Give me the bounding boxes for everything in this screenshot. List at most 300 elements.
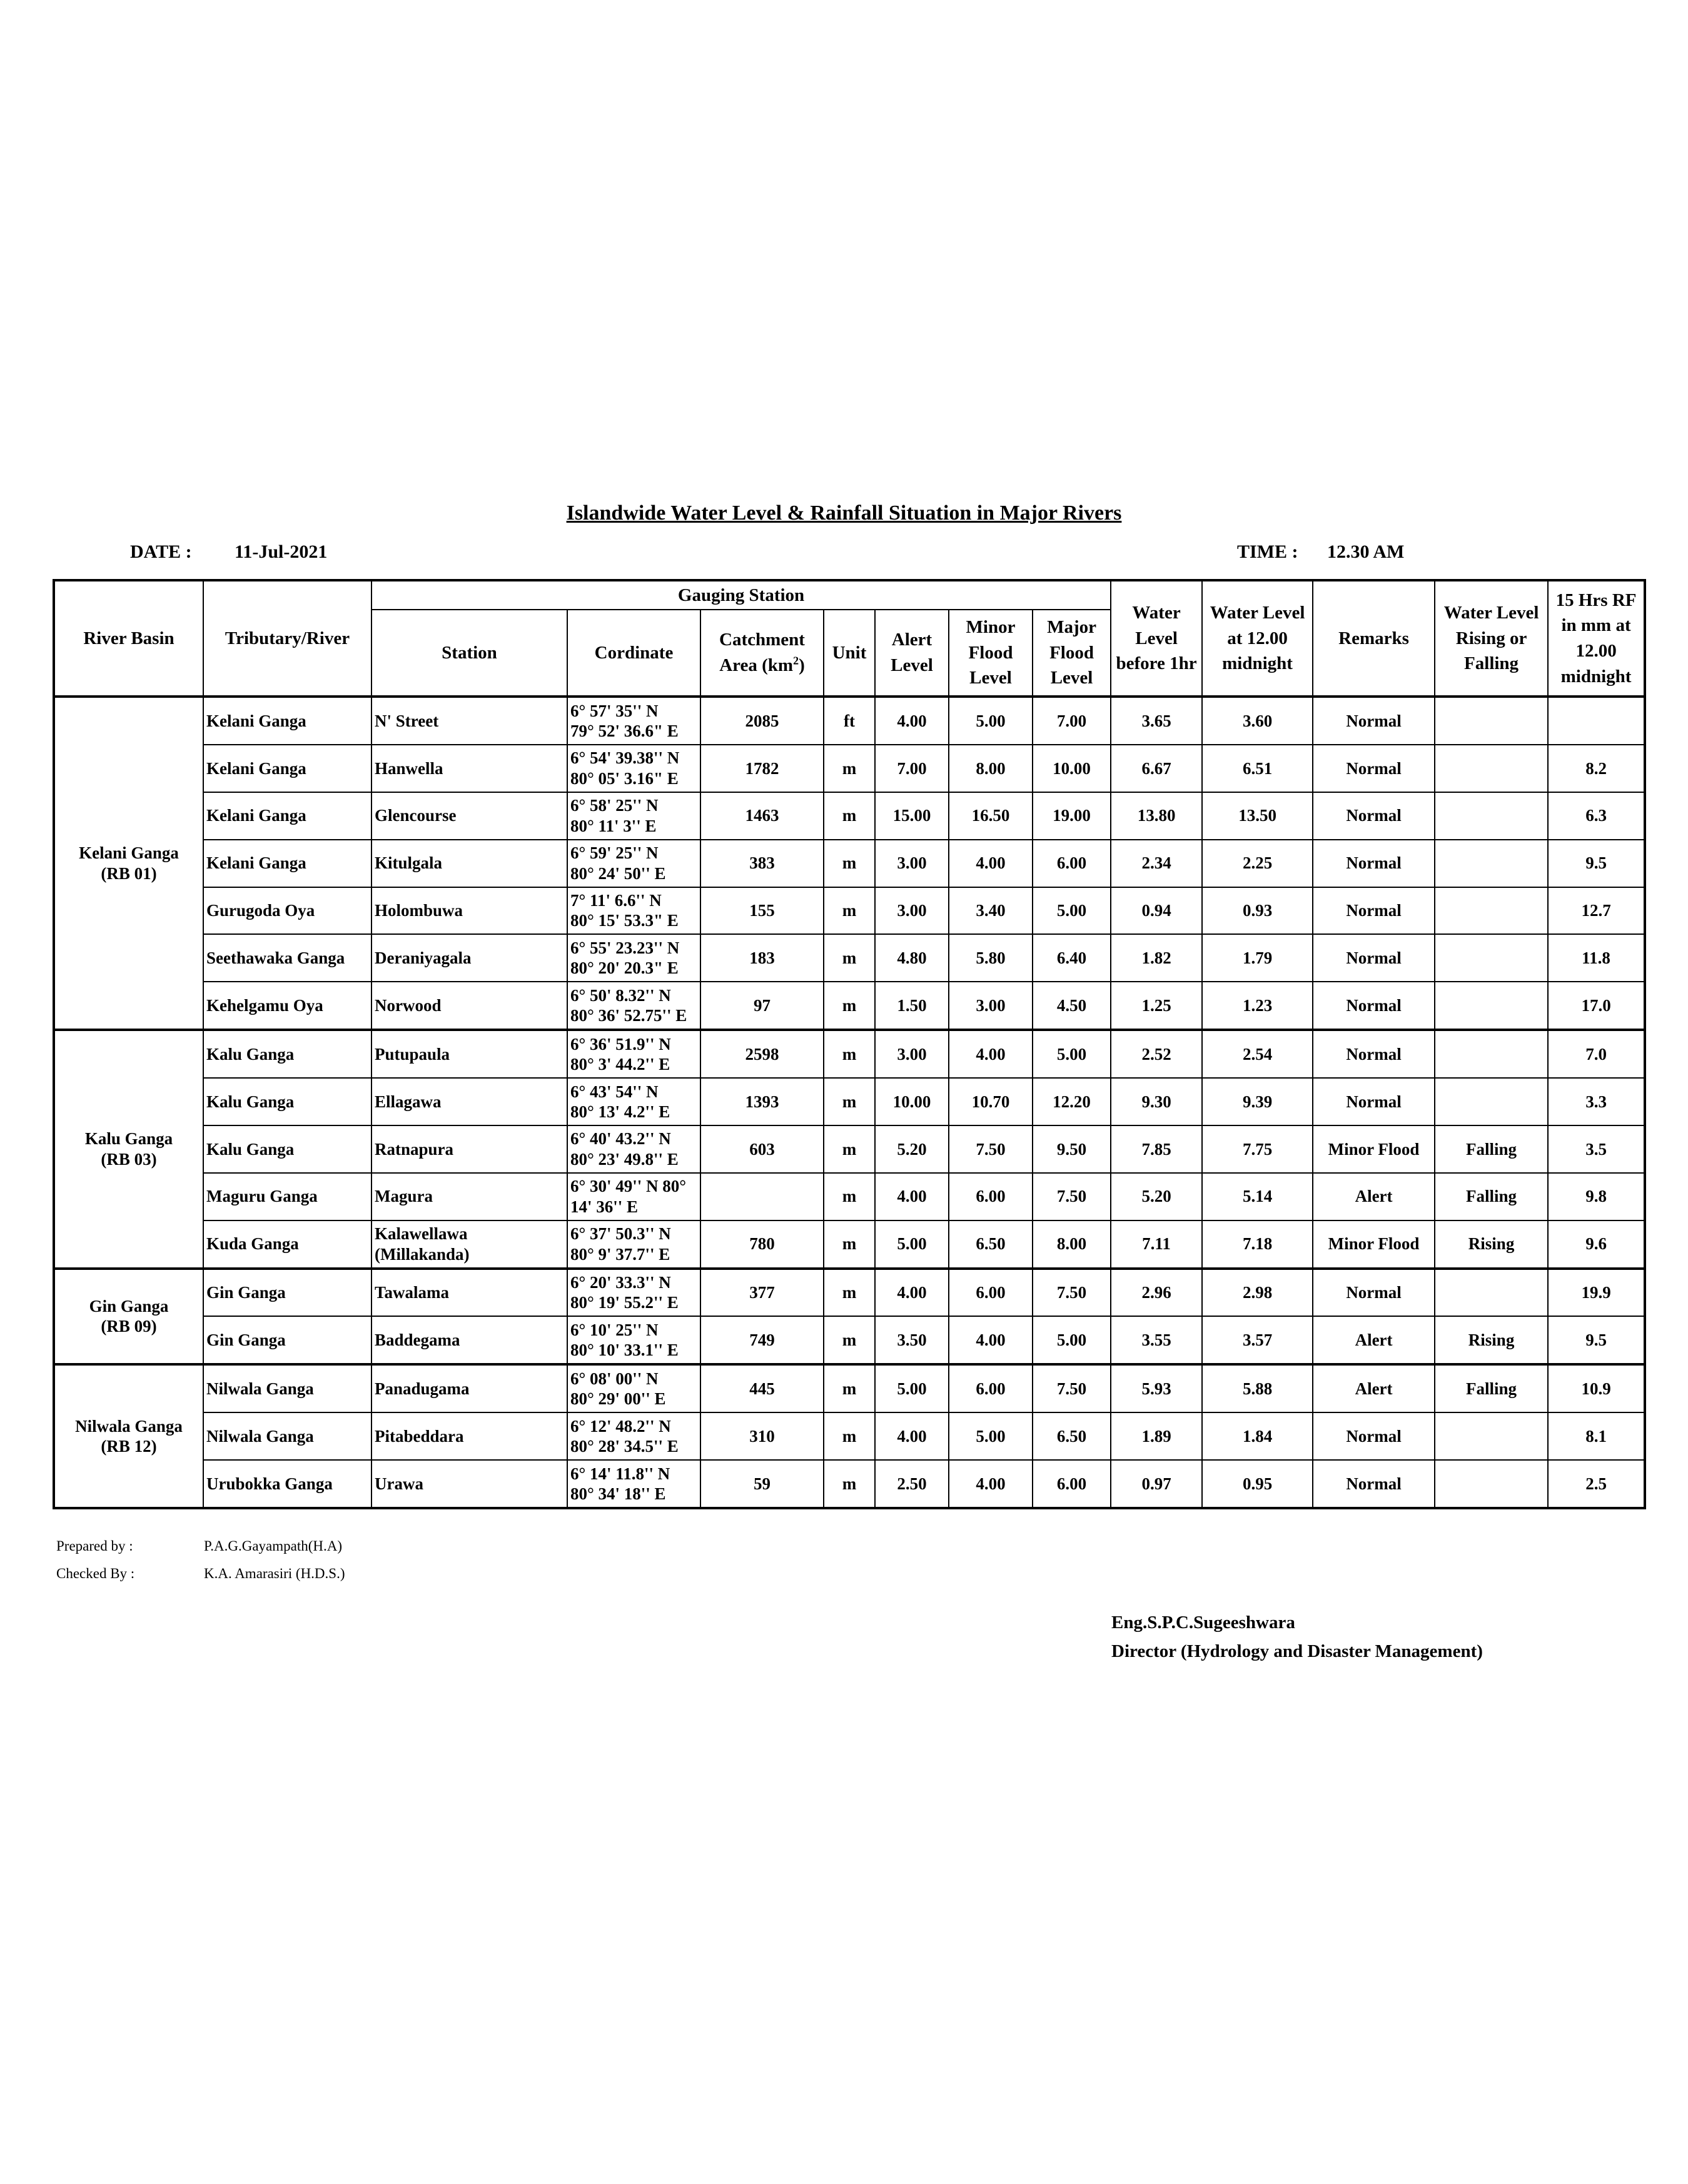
- coordinate-lat: 6° 50' 8.32'' N: [570, 985, 671, 1005]
- rising-falling-cell: [1435, 745, 1548, 792]
- time-label: TIME :: [1237, 541, 1298, 562]
- unit-cell: m: [824, 1364, 875, 1412]
- coordinate-lon: 80° 34' 18'' E: [570, 1484, 666, 1503]
- signoff: [56, 1538, 345, 1593]
- remarks-cell: Minor Flood: [1313, 1125, 1435, 1173]
- coordinate-lat: 6° 08' 00'' N: [570, 1369, 659, 1388]
- river-basin-cell: [54, 697, 203, 1030]
- minor-flood-cell: 4.00: [949, 840, 1033, 887]
- table-row: [54, 1316, 1645, 1364]
- table-row: [54, 1125, 1645, 1173]
- before-1hr-cell: 1.89: [1111, 1412, 1202, 1460]
- coordinate-lat: 6° 20' 33.3'' N: [570, 1273, 671, 1292]
- unit-cell: m: [824, 1078, 875, 1125]
- coordinate-cell: [567, 887, 700, 935]
- coordinate-lat: 6° 55' 23.23'' N: [570, 938, 680, 957]
- coordinate-cell: [567, 1030, 700, 1078]
- coordinate-lat: 6° 58' 25'' N: [570, 796, 659, 815]
- unit-cell: m: [824, 1030, 875, 1078]
- midnight-level-cell: 3.60: [1202, 697, 1313, 745]
- coordinate-cell: [567, 792, 700, 840]
- midnight-level-cell: 13.50: [1202, 792, 1313, 840]
- before-1hr-cell: 1.82: [1111, 934, 1202, 982]
- minor-flood-cell: 6.00: [949, 1269, 1033, 1317]
- unit-cell: m: [824, 1316, 875, 1364]
- minor-flood-cell: 5.00: [949, 697, 1033, 745]
- major-flood-cell: 6.40: [1033, 934, 1111, 982]
- alert-level-cell: 3.00: [875, 1030, 949, 1078]
- coordinate-lon: 80° 36' 52.75'' E: [570, 1006, 687, 1025]
- before-1hr-cell: 5.20: [1111, 1173, 1202, 1220]
- station-cell: Pitabeddara: [371, 1412, 567, 1460]
- time-value: 12.30 AM: [1327, 541, 1405, 562]
- tributary-cell: Urubokka Ganga: [203, 1460, 371, 1508]
- director-name: Eng.S.P.C.Sugeeshwara: [1111, 1613, 1295, 1633]
- tributary-cell: Maguru Ganga: [203, 1173, 371, 1220]
- water-level-table: [53, 579, 1646, 1509]
- rainfall-cell: 9.6: [1548, 1220, 1645, 1269]
- alert-level-cell: 10.00: [875, 1078, 949, 1125]
- station-cell: Tawalama: [371, 1269, 567, 1317]
- rising-falling-cell: [1435, 1460, 1548, 1508]
- rainfall-cell: 10.9: [1548, 1364, 1645, 1412]
- station-cell: Magura: [371, 1173, 567, 1220]
- rainfall-cell: 6.3: [1548, 792, 1645, 840]
- unit-cell: m: [824, 1173, 875, 1220]
- river-basin-cell: [54, 1030, 203, 1268]
- catchment-cell: 603: [700, 1125, 824, 1173]
- station-cell: Deraniyagala: [371, 934, 567, 982]
- catchment-cell: 155: [700, 887, 824, 935]
- catchment-cell: 749: [700, 1316, 824, 1364]
- unit-cell: m: [824, 1412, 875, 1460]
- header-catchment: [700, 610, 824, 697]
- rising-falling-cell: Rising: [1435, 1220, 1548, 1269]
- tributary-cell: Kalu Ganga: [203, 1030, 371, 1078]
- coordinate-cell: [567, 1316, 700, 1364]
- checked-value: K.A. Amarasiri (H.D.S.): [204, 1566, 345, 1581]
- tributary-cell: Kehelgamu Oya: [203, 982, 371, 1030]
- rising-falling-cell: Falling: [1435, 1364, 1548, 1412]
- coordinate-lat: 6° 54' 39.38'' N: [570, 748, 680, 768]
- header-alert: Alert Level: [875, 610, 949, 697]
- midnight-level-cell: 2.98: [1202, 1269, 1313, 1317]
- station-cell: Glencourse: [371, 792, 567, 840]
- table-row: [54, 745, 1645, 792]
- alert-level-cell: 3.50: [875, 1316, 949, 1364]
- rainfall-cell: 8.1: [1548, 1412, 1645, 1460]
- midnight-level-cell: 0.93: [1202, 887, 1313, 935]
- alert-level-cell: 5.00: [875, 1220, 949, 1269]
- catchment-cell: [700, 1173, 824, 1220]
- basin-name: Gin Ganga: [89, 1296, 169, 1316]
- before-1hr-cell: 7.11: [1111, 1220, 1202, 1269]
- station-cell: Norwood: [371, 982, 567, 1030]
- rainfall-cell: 3.5: [1548, 1125, 1645, 1173]
- tributary-cell: Gurugoda Oya: [203, 887, 371, 935]
- major-flood-cell: 7.50: [1033, 1173, 1111, 1220]
- table-row: [54, 840, 1645, 887]
- unit-cell: m: [824, 745, 875, 792]
- minor-flood-cell: 6.00: [949, 1173, 1033, 1220]
- coordinate-cell: [567, 1173, 700, 1220]
- table-row: [54, 1364, 1645, 1412]
- midnight-level-cell: 3.57: [1202, 1316, 1313, 1364]
- date-label: DATE :: [130, 541, 192, 562]
- alert-level-cell: 4.00: [875, 1269, 949, 1317]
- midnight-level-cell: 2.54: [1202, 1030, 1313, 1078]
- catchment-cell: 377: [700, 1269, 824, 1317]
- before-1hr-cell: 7.85: [1111, 1125, 1202, 1173]
- before-1hr-cell: 3.55: [1111, 1316, 1202, 1364]
- header-catchment-close: ): [799, 655, 805, 675]
- rainfall-cell: 9.5: [1548, 840, 1645, 887]
- header-cordinate: Cordinate: [567, 610, 700, 697]
- remarks-cell: Normal: [1313, 745, 1435, 792]
- rainfall-cell: 19.9: [1548, 1269, 1645, 1317]
- remarks-cell: Normal: [1313, 697, 1435, 745]
- basin-name: Nilwala Ganga: [75, 1416, 183, 1436]
- table-row: [54, 887, 1645, 935]
- tributary-cell: Kelani Ganga: [203, 745, 371, 792]
- rising-falling-cell: [1435, 840, 1548, 887]
- remarks-cell: Alert: [1313, 1316, 1435, 1364]
- remarks-cell: Normal: [1313, 840, 1435, 887]
- basin-code: (RB 09): [101, 1317, 157, 1336]
- rising-falling-cell: Rising: [1435, 1316, 1548, 1364]
- minor-flood-cell: 3.00: [949, 982, 1033, 1030]
- major-flood-cell: 8.00: [1033, 1220, 1111, 1269]
- alert-level-cell: 3.00: [875, 840, 949, 887]
- catchment-cell: 1782: [700, 745, 824, 792]
- coordinate-cell: [567, 697, 700, 745]
- rainfall-cell: 9.5: [1548, 1316, 1645, 1364]
- header-before-1hr: Water Level before 1hr: [1111, 580, 1202, 697]
- prepared-value: P.A.G.Gayampath(H.A): [204, 1538, 343, 1554]
- catchment-cell: 310: [700, 1412, 824, 1460]
- catchment-cell: 445: [700, 1364, 824, 1412]
- rising-falling-cell: Falling: [1435, 1125, 1548, 1173]
- minor-flood-cell: 16.50: [949, 792, 1033, 840]
- rainfall-cell: 2.5: [1548, 1460, 1645, 1508]
- table-row: [54, 934, 1645, 982]
- major-flood-cell: 5.00: [1033, 1316, 1111, 1364]
- coordinate-lon: 80° 23' 49.8'' E: [570, 1149, 679, 1169]
- rainfall-cell: 9.8: [1548, 1173, 1645, 1220]
- alert-level-cell: 15.00: [875, 792, 949, 840]
- prepared-label: Prepared by :: [56, 1538, 133, 1554]
- header-remarks: Remarks: [1313, 580, 1435, 697]
- midnight-level-cell: 2.25: [1202, 840, 1313, 887]
- coordinate-lon: 80° 11' 3'' E: [570, 816, 657, 835]
- coordinate-lat: 6° 59' 25'' N: [570, 843, 659, 863]
- coordinate-lat: 6° 36' 51.9'' N: [570, 1034, 671, 1054]
- station-cell: Hanwella: [371, 745, 567, 792]
- minor-flood-cell: 7.50: [949, 1125, 1033, 1173]
- before-1hr-cell: 2.52: [1111, 1030, 1202, 1078]
- header-unit: Unit: [824, 610, 875, 697]
- major-flood-cell: 6.00: [1033, 840, 1111, 887]
- minor-flood-cell: 8.00: [949, 745, 1033, 792]
- station-cell: N' Street: [371, 697, 567, 745]
- rainfall-cell: 17.0: [1548, 982, 1645, 1030]
- remarks-cell: Normal: [1313, 1269, 1435, 1317]
- coordinate-lon: 14' 36'' E: [570, 1197, 639, 1216]
- before-1hr-cell: 3.65: [1111, 697, 1202, 745]
- rising-falling-cell: Falling: [1435, 1173, 1548, 1220]
- unit-cell: ft: [824, 697, 875, 745]
- remarks-cell: Alert: [1313, 1364, 1435, 1412]
- major-flood-cell: 12.20: [1033, 1078, 1111, 1125]
- remarks-cell: Normal: [1313, 1460, 1435, 1508]
- catchment-cell: 2598: [700, 1030, 824, 1078]
- checked-label: Checked By :: [56, 1566, 135, 1581]
- director-block: [1111, 1608, 1483, 1666]
- coordinate-lon: 80° 20' 20.3" E: [570, 959, 679, 978]
- before-1hr-cell: 9.30: [1111, 1078, 1202, 1125]
- major-flood-cell: 9.50: [1033, 1125, 1111, 1173]
- before-1hr-cell: 0.94: [1111, 887, 1202, 935]
- header-rising-falling: Water Level Rising or Falling: [1435, 580, 1548, 697]
- before-1hr-cell: 0.97: [1111, 1460, 1202, 1508]
- before-1hr-cell: 5.93: [1111, 1364, 1202, 1412]
- coordinate-lat: 6° 57' 35'' N: [570, 701, 659, 720]
- coordinate-lat: 6° 30' 49'' N 80°: [570, 1177, 687, 1196]
- table-row: [54, 982, 1645, 1030]
- alert-level-cell: 3.00: [875, 887, 949, 935]
- table-body: [54, 697, 1645, 1508]
- midnight-level-cell: 5.14: [1202, 1173, 1313, 1220]
- rainfall-cell: 3.3: [1548, 1078, 1645, 1125]
- midnight-level-cell: 1.79: [1202, 934, 1313, 982]
- major-flood-cell: 5.00: [1033, 887, 1111, 935]
- table-row: [54, 1412, 1645, 1460]
- midnight-level-cell: 6.51: [1202, 745, 1313, 792]
- coordinate-lon: 80° 24' 50'' E: [570, 863, 666, 883]
- major-flood-cell: 19.00: [1033, 792, 1111, 840]
- minor-flood-cell: 4.00: [949, 1460, 1033, 1508]
- table-row: [54, 1173, 1645, 1220]
- catchment-cell: 59: [700, 1460, 824, 1508]
- before-1hr-cell: 1.25: [1111, 982, 1202, 1030]
- alert-level-cell: 5.20: [875, 1125, 949, 1173]
- coordinate-cell: [567, 934, 700, 982]
- rainfall-cell: 7.0: [1548, 1030, 1645, 1078]
- midnight-level-cell: 9.39: [1202, 1078, 1313, 1125]
- time-row: [1237, 541, 1404, 563]
- prepared-row: [56, 1538, 345, 1566]
- major-flood-cell: 10.00: [1033, 745, 1111, 792]
- catchment-cell: 183: [700, 934, 824, 982]
- director-title: Director (Hydrology and Disaster Management): [1111, 1641, 1483, 1661]
- major-flood-cell: 4.50: [1033, 982, 1111, 1030]
- coordinate-lat: 6° 40' 43.2'' N: [570, 1129, 671, 1149]
- coordinate-lon: 79° 52' 36.6" E: [570, 721, 679, 740]
- before-1hr-cell: 6.67: [1111, 745, 1202, 792]
- alert-level-cell: 4.00: [875, 697, 949, 745]
- coordinate-cell: [567, 745, 700, 792]
- basin-code: (RB 12): [101, 1437, 157, 1456]
- remarks-cell: Normal: [1313, 1030, 1435, 1078]
- minor-flood-cell: 5.00: [949, 1412, 1033, 1460]
- rainfall-cell: 11.8: [1548, 934, 1645, 982]
- coordinate-lon: 80° 9' 37.7'' E: [570, 1244, 670, 1264]
- header-tributary: Tributary/River: [203, 580, 371, 697]
- midnight-level-cell: 0.95: [1202, 1460, 1313, 1508]
- catchment-cell: 1393: [700, 1078, 824, 1125]
- basin-name: Kelani Ganga: [79, 843, 179, 863]
- table-row: [54, 1030, 1645, 1078]
- checked-row: [56, 1566, 345, 1593]
- tributary-cell: Gin Ganga: [203, 1269, 371, 1317]
- minor-flood-cell: 5.80: [949, 934, 1033, 982]
- tributary-cell: Gin Ganga: [203, 1316, 371, 1364]
- minor-flood-cell: 10.70: [949, 1078, 1033, 1125]
- station-cell: Kitulgala: [371, 840, 567, 887]
- basin-code: (RB 03): [101, 1149, 157, 1169]
- rising-falling-cell: [1435, 792, 1548, 840]
- remarks-cell: Normal: [1313, 1412, 1435, 1460]
- rainfall-cell: 8.2: [1548, 745, 1645, 792]
- before-1hr-cell: 2.96: [1111, 1269, 1202, 1317]
- tributary-cell: Kuda Ganga: [203, 1220, 371, 1269]
- coordinate-lat: 6° 10' 25'' N: [570, 1320, 659, 1339]
- date-row: [130, 541, 327, 563]
- unit-cell: m: [824, 1460, 875, 1508]
- remarks-cell: Normal: [1313, 934, 1435, 982]
- station-cell: Ellagawa: [371, 1078, 567, 1125]
- unit-cell: m: [824, 1125, 875, 1173]
- alert-level-cell: 5.00: [875, 1364, 949, 1412]
- tributary-cell: Nilwala Ganga: [203, 1364, 371, 1412]
- tributary-cell: Kelani Ganga: [203, 840, 371, 887]
- major-flood-cell: 7.00: [1033, 697, 1111, 745]
- header-rainfall: 15 Hrs RF in mm at 12.00 midnight: [1548, 580, 1645, 697]
- table-row: [54, 697, 1645, 745]
- header-gauging-station: Gauging Station: [371, 580, 1111, 610]
- alert-level-cell: 4.80: [875, 934, 949, 982]
- rising-falling-cell: [1435, 697, 1548, 745]
- header-catchment-text: Catchment Area (km: [719, 630, 805, 675]
- table-row: [54, 1220, 1645, 1269]
- minor-flood-cell: 6.00: [949, 1364, 1033, 1412]
- rising-falling-cell: [1435, 1078, 1548, 1125]
- rising-falling-cell: [1435, 982, 1548, 1030]
- catchment-cell: 97: [700, 982, 824, 1030]
- coordinate-lon: 80° 15' 53.3" E: [570, 911, 679, 930]
- coordinate-lat: 6° 14' 11.8'' N: [570, 1464, 670, 1483]
- catchment-cell: 780: [700, 1220, 824, 1269]
- coordinate-lat: 7° 11' 6.6'' N: [570, 891, 662, 910]
- alert-level-cell: 4.00: [875, 1412, 949, 1460]
- coordinate-cell: [567, 1078, 700, 1125]
- unit-cell: m: [824, 1220, 875, 1269]
- tributary-cell: Kalu Ganga: [203, 1125, 371, 1173]
- major-flood-cell: 5.00: [1033, 1030, 1111, 1078]
- alert-level-cell: 4.00: [875, 1173, 949, 1220]
- coordinate-lon: 80° 3' 44.2'' E: [570, 1055, 670, 1074]
- midnight-level-cell: 5.88: [1202, 1364, 1313, 1412]
- coordinate-cell: [567, 1125, 700, 1173]
- coordinate-cell: [567, 840, 700, 887]
- station-cell: Ratnapura: [371, 1125, 567, 1173]
- remarks-cell: Normal: [1313, 792, 1435, 840]
- midnight-level-cell: 7.18: [1202, 1220, 1313, 1269]
- tributary-cell: Kelani Ganga: [203, 697, 371, 745]
- basin-code: (RB 01): [101, 863, 157, 883]
- major-flood-cell: 6.50: [1033, 1412, 1111, 1460]
- major-flood-cell: 7.50: [1033, 1269, 1111, 1317]
- coordinate-cell: [567, 1220, 700, 1269]
- minor-flood-cell: 4.00: [949, 1316, 1033, 1364]
- catchment-cell: 1463: [700, 792, 824, 840]
- minor-flood-cell: 4.00: [949, 1030, 1033, 1078]
- table-row: [54, 1269, 1645, 1317]
- river-basin-cell: [54, 1269, 203, 1365]
- rising-falling-cell: [1435, 887, 1548, 935]
- tributary-cell: Kelani Ganga: [203, 792, 371, 840]
- basin-name: Kalu Ganga: [84, 1129, 173, 1149]
- date-value: 11-Jul-2021: [235, 541, 328, 562]
- header-major: Major Flood Level: [1033, 610, 1111, 697]
- unit-cell: m: [824, 792, 875, 840]
- table-row: [54, 1078, 1645, 1125]
- header-station: Station: [371, 610, 567, 697]
- tributary-cell: Nilwala Ganga: [203, 1412, 371, 1460]
- coordinate-cell: [567, 1269, 700, 1317]
- rising-falling-cell: [1435, 1030, 1548, 1078]
- station-cell: Urawa: [371, 1460, 567, 1508]
- table-row: [54, 1460, 1645, 1508]
- station-cell: Baddegama: [371, 1316, 567, 1364]
- midnight-level-cell: 1.23: [1202, 982, 1313, 1030]
- river-basin-cell: [54, 1364, 203, 1508]
- rising-falling-cell: [1435, 1412, 1548, 1460]
- alert-level-cell: 7.00: [875, 745, 949, 792]
- remarks-cell: Minor Flood: [1313, 1220, 1435, 1269]
- header-river-basin: River Basin: [54, 580, 203, 697]
- unit-cell: m: [824, 1269, 875, 1317]
- coordinate-lon: 80° 13' 4.2'' E: [570, 1102, 670, 1121]
- midnight-level-cell: 1.84: [1202, 1412, 1313, 1460]
- before-1hr-cell: 2.34: [1111, 840, 1202, 887]
- rising-falling-cell: [1435, 1269, 1548, 1317]
- tributary-cell: Kalu Ganga: [203, 1078, 371, 1125]
- rainfall-cell: [1548, 697, 1645, 745]
- header-catchment-sup: 2: [793, 654, 799, 667]
- station-cell: Putupaula: [371, 1030, 567, 1078]
- coordinate-cell: [567, 1412, 700, 1460]
- before-1hr-cell: 13.80: [1111, 792, 1202, 840]
- coordinate-lon: 80° 19' 55.2'' E: [570, 1293, 679, 1312]
- coordinate-cell: [567, 1364, 700, 1412]
- minor-flood-cell: 6.50: [949, 1220, 1033, 1269]
- coordinate-lat: 6° 12' 48.2'' N: [570, 1416, 671, 1436]
- station-cell: Kalawellawa (Millakanda): [371, 1220, 567, 1269]
- major-flood-cell: 6.00: [1033, 1460, 1111, 1508]
- remarks-cell: Alert: [1313, 1173, 1435, 1220]
- alert-level-cell: 2.50: [875, 1460, 949, 1508]
- rising-falling-cell: [1435, 934, 1548, 982]
- header-midnight: Water Level at 12.00 midnight: [1202, 580, 1313, 697]
- remarks-cell: Normal: [1313, 887, 1435, 935]
- coordinate-lon: 80° 05' 3.16" E: [570, 768, 679, 788]
- coordinate-lat: 6° 43' 54'' N: [570, 1082, 659, 1101]
- station-cell: Holombuwa: [371, 887, 567, 935]
- coordinate-cell: [567, 982, 700, 1030]
- rainfall-cell: 12.7: [1548, 887, 1645, 935]
- unit-cell: m: [824, 840, 875, 887]
